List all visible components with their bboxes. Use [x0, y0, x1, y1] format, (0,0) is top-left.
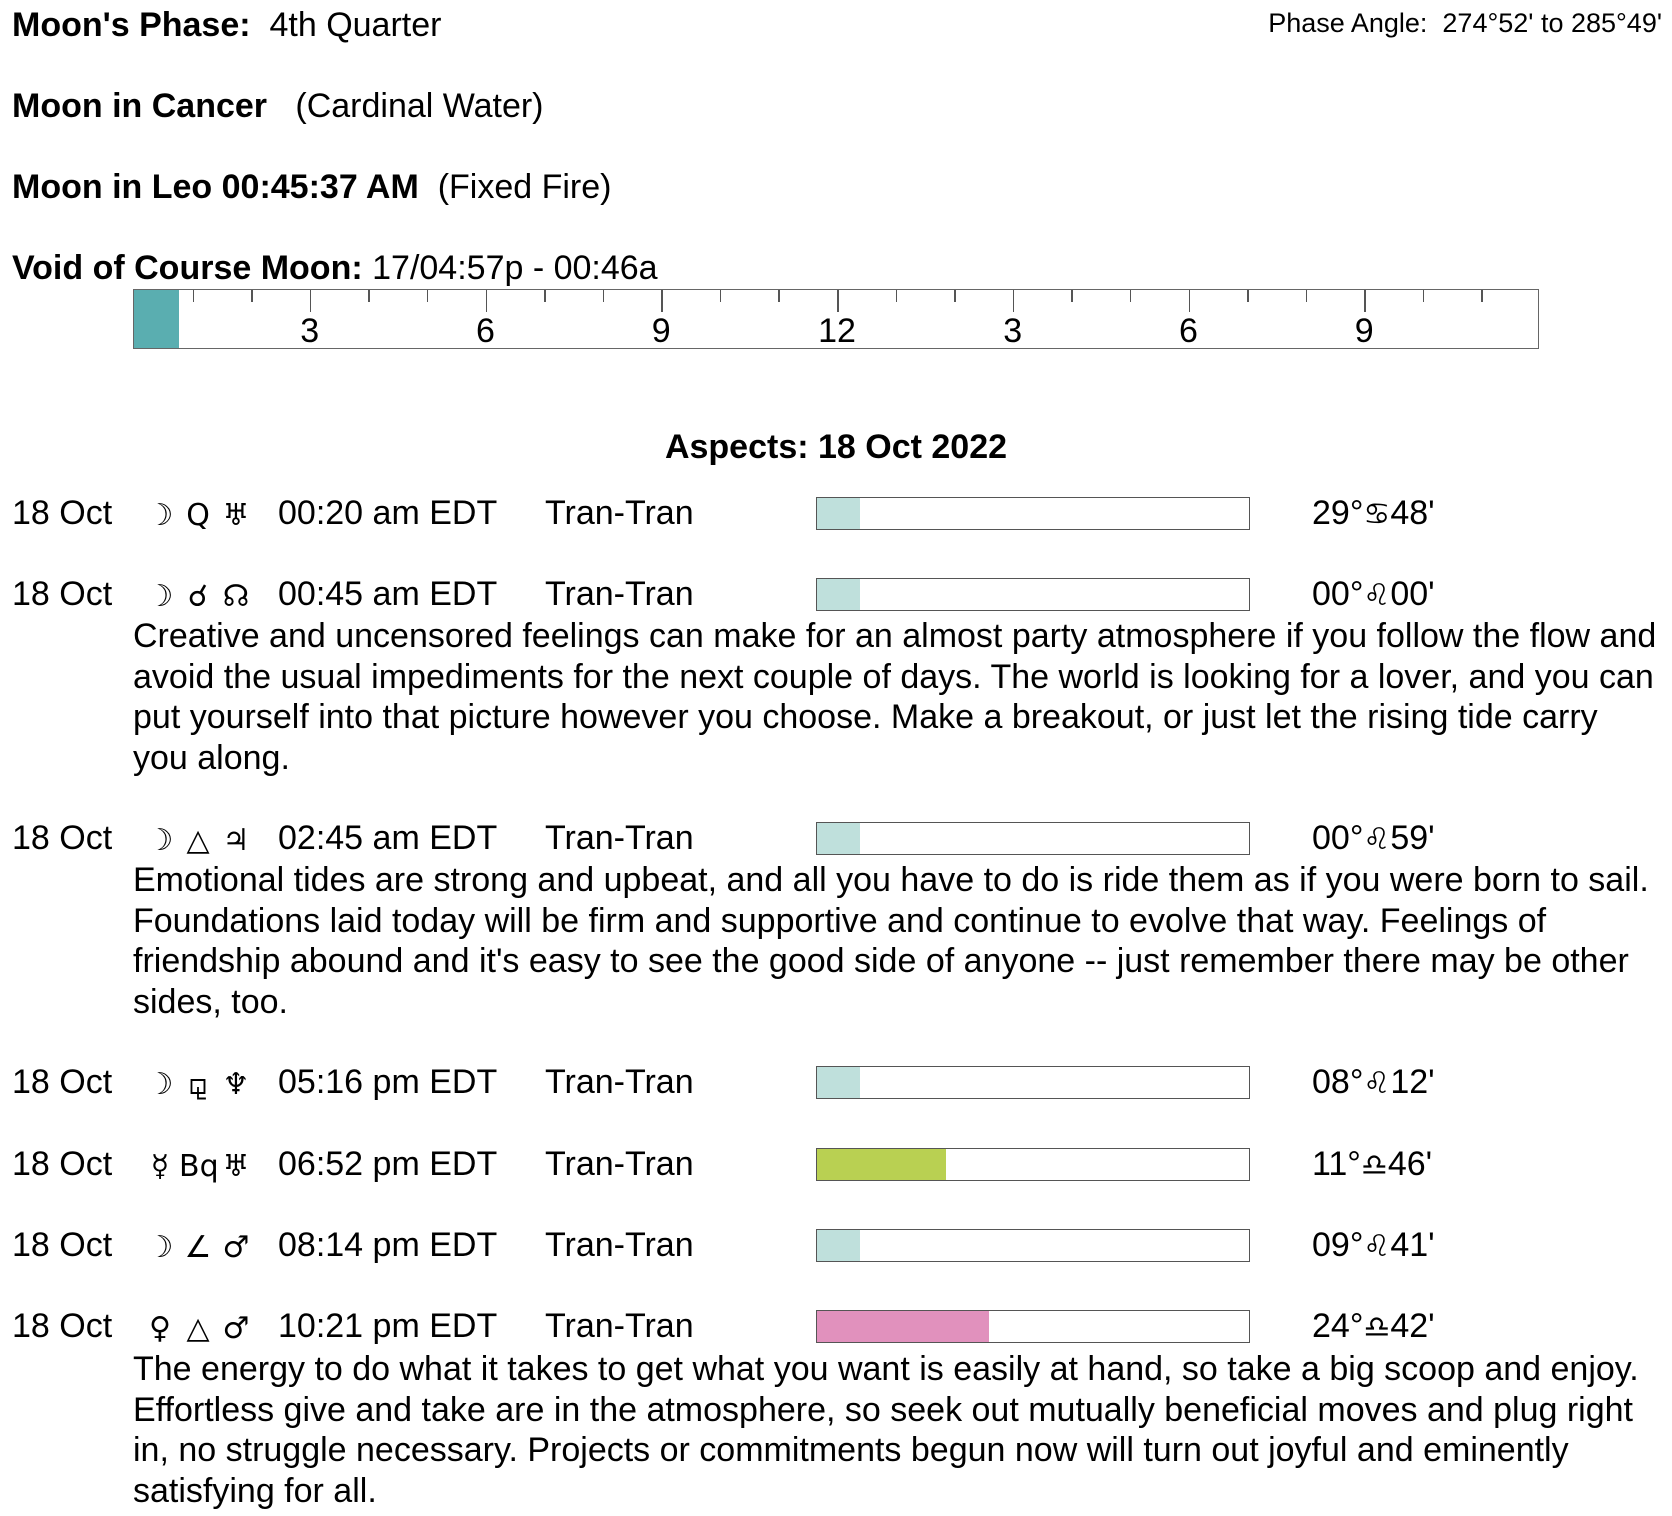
moon-icon: ☽ [146, 1230, 174, 1265]
voc-tick [1306, 290, 1308, 302]
aspect-type: Tran-Tran [545, 575, 694, 613]
aspect-strength-bar [816, 1066, 1250, 1099]
uranus-icon: ♅ [222, 498, 250, 533]
voc-value: 17/04:57p - 00:46a [372, 249, 658, 287]
aspect-description: The energy to do what it takes to get what you want is easily at hand, so take a big scoop and enjoy. Effortless give and take are in the atmosphere, so seek out mutually beneficial moves and plug right in, no struggle necessary. Projects or commitments begun now will turn out joyful and eminently satisfying for all. [133, 1350, 1639, 1510]
voc-tick [1130, 290, 1132, 302]
trine-icon: △ [186, 1311, 210, 1346]
aspect-glyphs [141, 1227, 255, 1266]
aspect-date: 18 Oct [12, 1226, 113, 1264]
voc-hour-label: 6 [1179, 312, 1198, 350]
moon-ingress-label: Moon in Leo 00:45:37 AM [12, 168, 419, 206]
voc-fill [134, 290, 179, 348]
aspect-glyphs [141, 1146, 255, 1185]
aspect-strength-fill [817, 1149, 946, 1180]
neptune-icon: ♆ [222, 1067, 250, 1102]
aspect-strength-bar [816, 1229, 1250, 1262]
aspect-type: Tran-Tran [545, 494, 694, 532]
aspect-degree: 08° [1312, 1063, 1364, 1101]
aspect-strength-fill [817, 1067, 860, 1098]
voc-label: Void of Course Moon: [12, 249, 363, 287]
phase-angle-label: Phase Angle: [1268, 8, 1428, 38]
voc-tick [193, 290, 195, 302]
aspect-degree: 24° [1312, 1307, 1364, 1345]
aspect-time: 00:20 am EDT [278, 494, 498, 532]
leo-icon: ♌ [1363, 578, 1391, 613]
phase-angle-line [1268, 8, 1662, 39]
moon-sign-line [12, 87, 544, 126]
voc-tick [427, 290, 429, 302]
aspect-minute: 48' [1390, 494, 1435, 532]
aspect-strength-fill [817, 1230, 860, 1261]
moon-icon: ☽ [146, 1067, 174, 1102]
sesquiquadrate-icon: ⚼ [187, 1067, 209, 1102]
voc-tick [544, 290, 546, 302]
moon-ingress-line [12, 168, 612, 207]
jupiter-icon: ♃ [222, 823, 250, 858]
aspect-minute: 59' [1390, 819, 1435, 857]
aspect-type: Tran-Tran [545, 1307, 694, 1345]
aspects-title: Aspects: 18 Oct 2022 [664, 428, 1008, 466]
voc-tick [1247, 290, 1249, 302]
aspect-date: 18 Oct [12, 494, 113, 532]
moon-sign-element: (Cardinal Water) [295, 87, 544, 125]
aspect-strength-bar [816, 578, 1250, 611]
voc-tick [1364, 290, 1366, 312]
voc-tick [368, 290, 370, 302]
voc-tick [837, 290, 839, 312]
aspect-position [1312, 1307, 1435, 1346]
voc-tick [661, 290, 663, 312]
voc-tick [1013, 290, 1015, 312]
moon-phase-label: Moon's Phase: [12, 6, 251, 44]
mars-icon: ♂ [222, 1230, 250, 1265]
voc-hour-label: 9 [1354, 312, 1374, 350]
mercury-icon: ☿ [150, 1149, 170, 1184]
aspect-strength-fill [817, 498, 860, 529]
voc-hour-label: 3 [1003, 312, 1023, 350]
north-node-icon: ☊ [222, 579, 250, 614]
aspect-position [1312, 1226, 1435, 1265]
aspect-date: 18 Oct [12, 819, 113, 857]
aspect-date: 18 Oct [12, 1145, 113, 1183]
aspect-position [1312, 1145, 1432, 1184]
aspect-time: 08:14 pm EDT [278, 1226, 498, 1264]
aspect-glyphs [141, 820, 255, 859]
voc-tick [778, 290, 780, 302]
voc-time-bar [133, 289, 1539, 349]
aspect-time: 10:21 pm EDT [278, 1307, 498, 1345]
leo-icon: ♌ [1363, 1066, 1391, 1101]
aspect-date: 18 Oct [12, 575, 113, 613]
phase-angle-value: 274°52' to 285°49' [1442, 8, 1662, 38]
conjunction-icon: ☌ [187, 579, 209, 614]
voc-hour-label: 12 [818, 312, 856, 350]
aspect-position [1312, 819, 1435, 858]
moon-ingress-element: (Fixed Fire) [437, 168, 612, 206]
voc-hour-label: 3 [300, 312, 320, 350]
biquintile-icon: Bq [179, 1149, 219, 1184]
aspect-glyphs [141, 1064, 255, 1103]
aspect-type: Tran-Tran [545, 1063, 694, 1101]
voc-tick [954, 290, 956, 302]
aspect-degree: 00° [1312, 819, 1364, 857]
aspect-minute: 46' [1387, 1145, 1433, 1183]
moon-phase-value: 4th Quarter [269, 6, 442, 44]
aspect-glyphs [141, 1308, 255, 1347]
aspect-position [1312, 575, 1435, 614]
libra-icon: ♎ [1360, 1148, 1388, 1183]
aspect-degree: 11° [1312, 1145, 1361, 1183]
aspect-position [1312, 1063, 1435, 1102]
quintile-icon: Q [186, 498, 210, 533]
aspect-type: Tran-Tran [545, 1226, 694, 1264]
aspect-time: 06:52 pm EDT [278, 1145, 498, 1183]
aspect-strength-bar [816, 822, 1250, 855]
aspect-degree: 00° [1312, 575, 1364, 613]
aspect-time: 05:16 pm EDT [278, 1063, 498, 1101]
semisquare-icon: ∠ [184, 1230, 212, 1265]
aspect-strength-bar [816, 1310, 1250, 1343]
aspect-strength-fill [817, 823, 860, 854]
voc-tick [1071, 290, 1073, 302]
moon-icon: ☽ [146, 823, 174, 858]
voc-tick [720, 290, 722, 302]
aspect-date: 18 Oct [12, 1063, 113, 1101]
uranus-icon: ♅ [222, 1149, 250, 1184]
venus-icon: ♀ [149, 1311, 171, 1346]
trine-icon: △ [186, 823, 210, 858]
aspect-type: Tran-Tran [545, 819, 694, 857]
moon-icon: ☽ [146, 579, 174, 614]
aspect-glyphs [141, 495, 255, 534]
moon-icon: ☽ [146, 498, 174, 533]
aspect-date: 18 Oct [12, 1307, 113, 1345]
aspect-minute: 41' [1390, 1226, 1435, 1264]
leo-icon: ♌ [1363, 822, 1391, 857]
voc-hour-label: 9 [651, 312, 671, 350]
aspect-description: Emotional tides are strong and upbeat, and all you have to do is ride them as if you were born to sail. Foundations laid today will be firm and supportive and continue to evolve that way. Feelings of friendship abound and it's easy to see the good side of anyone -- just remember there may be other sides, too. [133, 861, 1649, 1021]
voc-tick [1481, 290, 1483, 302]
cancer-icon: ♋ [1363, 497, 1391, 532]
aspect-position [1312, 494, 1435, 533]
aspect-degree: 09° [1312, 1226, 1364, 1264]
aspect-type: Tran-Tran [545, 1145, 694, 1183]
aspect-strength-bar [816, 497, 1250, 530]
aspect-minute: 12' [1390, 1063, 1435, 1101]
voc-tick [486, 290, 488, 312]
voc-tick [1423, 290, 1425, 302]
aspect-time: 02:45 am EDT [278, 819, 498, 857]
voc-tick [1189, 290, 1191, 312]
voc-line [12, 249, 658, 288]
aspect-strength-fill [817, 1311, 989, 1342]
leo-icon: ♌ [1363, 1229, 1391, 1264]
voc-hour-label: 6 [476, 312, 495, 350]
libra-icon: ♎ [1363, 1310, 1391, 1345]
aspect-time: 00:45 am EDT [278, 575, 498, 613]
voc-tick [251, 290, 253, 302]
voc-tick [603, 290, 605, 302]
aspect-description: Creative and uncensored feelings can make for an almost party atmosphere if you follow the flow and avoid the usual impediments for the next couple of days. The world is looking for a lover, and you can put yourself into that picture however you choose. Make a breakout, or just let the rising tide carry you along. [133, 617, 1657, 777]
moon-sign-label: Moon in Cancer [12, 87, 268, 125]
voc-tick [896, 290, 898, 302]
voc-tick [310, 290, 312, 312]
aspect-glyphs [141, 576, 255, 615]
mars-icon: ♂ [222, 1311, 250, 1346]
aspect-strength-fill [817, 579, 860, 610]
aspect-minute: 00' [1390, 575, 1435, 613]
moon-phase-line [12, 6, 441, 45]
aspect-minute: 42' [1390, 1307, 1435, 1345]
aspect-strength-bar [816, 1148, 1250, 1181]
aspect-degree: 29° [1312, 494, 1364, 532]
